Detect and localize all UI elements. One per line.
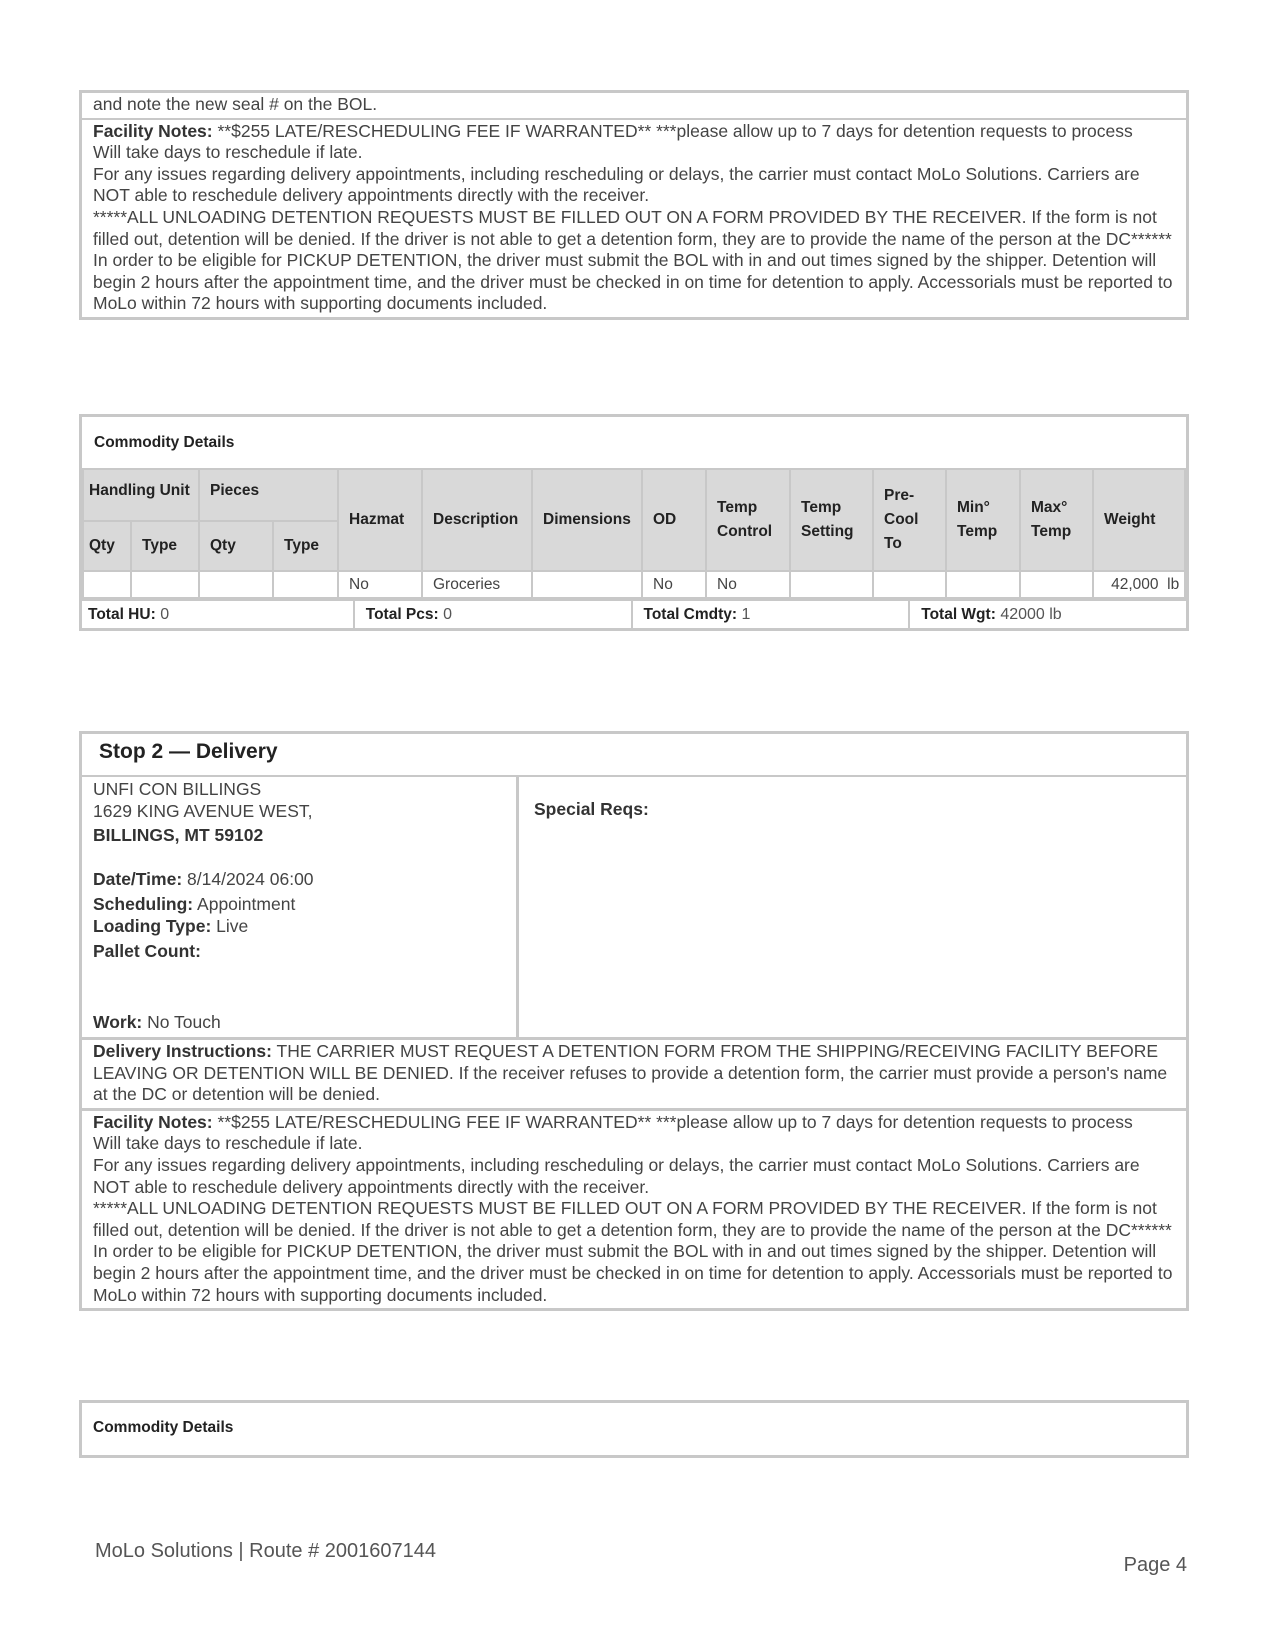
- stop2-details: [82, 775, 1186, 1037]
- total-wgt-value: 42000 lb: [1000, 606, 1062, 623]
- facility-notes-line: Will take days to reschedule if late.: [93, 1133, 363, 1154]
- facility-notes-line: For any issues regarding delivery appointments, including rescheduling or delays, the carrier must contact MoLo Solutions. Carriers are NOT able to reschedule delivery appointments directly with the receiver.: [93, 1154, 1140, 1197]
- header-pieces: Pieces: [199, 469, 338, 521]
- pallet-count-label: Pallet Count:: [93, 940, 201, 961]
- header-hu-type: Type: [131, 521, 199, 571]
- stop2-facility-name: UNFI CON BILLINGS: [93, 779, 262, 799]
- header-dimensions: Dimensions: [532, 469, 642, 571]
- header-hu-qty: Qty: [83, 521, 131, 571]
- commodity-table: [82, 417, 1186, 599]
- stop2-city: BILLINGS, MT 59102: [93, 825, 264, 846]
- header-weight: Weight: [1093, 469, 1185, 571]
- continuation-text: and note the new seal # on the BOL.: [93, 94, 378, 114]
- stop2-facility-notes: [82, 1108, 1186, 1308]
- stop2-street: 1629 KING AVENUE WEST,: [93, 800, 313, 821]
- total-pcs-label: Total Pcs:: [365, 606, 439, 623]
- header-hazmat: Hazmat: [338, 469, 422, 571]
- loading-type-label: Loading Type:: [93, 915, 212, 936]
- total-cmdty-label: Total Cmdty:: [643, 606, 738, 623]
- stop2-address-column: [82, 777, 519, 1037]
- stop2-block: [79, 731, 1189, 1311]
- loading-type-value: Live: [216, 915, 249, 936]
- header-od: OD: [642, 469, 706, 571]
- work-label: Work:: [93, 1012, 143, 1033]
- cell-dimensions: [532, 571, 642, 598]
- cell-hu-type: [131, 571, 199, 598]
- facility-notes-line: For any issues regarding delivery appointments, including rescheduling or delays, the carrier must contact MoLo Solutions. Carriers are NOT able to reschedule delivery appointments directly with the receiver.: [93, 163, 1140, 206]
- cell-pcs-type: [273, 571, 338, 598]
- facility-notes-line: In order to be eligible for PICKUP DETENTION, the driver must submit the BOL with in and out times signed by the shipper. Detention will begin 2 hours after the appointment time, and the driver must be checked in on time for detention to apply. Accessorials must be reported to MoLo within 72 hours with supporting documents included.: [93, 250, 1173, 314]
- total-hu-value: 0: [160, 606, 170, 623]
- special-reqs-label: Special Reqs:: [534, 799, 649, 819]
- commodity-totals: [82, 599, 1186, 628]
- header-min-temp: Min° Temp: [946, 469, 1020, 571]
- facility-notes-label: Facility Notes:: [93, 120, 213, 141]
- facility-notes: [82, 118, 1186, 317]
- header-pcs-type: Type: [273, 521, 338, 571]
- cell-od: No: [642, 571, 706, 598]
- commodity-title: Commodity Details: [93, 1419, 234, 1436]
- facility-notes-line: **$255 LATE/RESCHEDULING FEE IF WARRANTED** ***please allow up to 7 days for detention requests to process: [212, 1111, 1133, 1132]
- cell-temp-control: No: [706, 571, 790, 598]
- total-wgt: [908, 601, 1186, 628]
- stop2-work: [93, 1012, 221, 1034]
- facility-notes-line: In order to be eligible for PICKUP DETENTION, the driver must submit the BOL with in and out times signed by the shipper. Detention will begin 2 hours after the appointment time, and the driver must be checked in on time for detention to apply. Accessorials must be reported to MoLo within 72 hours with supporting documents included.: [93, 1241, 1173, 1305]
- total-cmdty-value: 1: [741, 606, 751, 623]
- total-hu: [82, 601, 353, 628]
- cell-pcs-qty: [199, 571, 273, 598]
- footer-route: MoLo Solutions | Route # 2001607144: [95, 1540, 437, 1562]
- header-handling-unit: Handling Unit: [83, 469, 199, 521]
- header-description: Description: [422, 469, 532, 571]
- facility-notes-line: *****ALL UNLOADING DETENTION REQUESTS MUST BE FILLED OUT ON A FORM PROVIDED BY THE RECEIVER. If the form is not filled out, detention will be denied. If the driver is not able to get a detention form, they are to provide the name of the person at the DC******: [93, 206, 1172, 249]
- table-row: [83, 571, 1185, 598]
- cell-temp-setting: [790, 571, 873, 598]
- stop2-special-reqs: [519, 777, 1186, 1037]
- total-cmdty: [631, 601, 909, 628]
- header-temp-setting: Temp Setting: [790, 469, 873, 571]
- delivery-instructions-text: THE CARRIER MUST REQUEST A DETENTION FORM FROM THE SHIPPING/RECEIVING FACILITY BEFORE LEAVING OR DETENTION WILL BE DENIED. If the receiver refuses to provide a detention form, the carrier must provide a person's name at the DC or detention will be denied.: [93, 1041, 1168, 1105]
- facility-notes-label: Facility Notes:: [93, 1111, 213, 1132]
- header-max-temp: Max° Temp: [1020, 469, 1093, 571]
- total-pcs: [353, 601, 631, 628]
- commodity-details-1: [79, 414, 1189, 631]
- stop2-title: Stop 2 — Delivery: [99, 740, 278, 763]
- footer-page-number: Page 4: [1123, 1554, 1187, 1576]
- cell-hazmat: No: [338, 571, 422, 598]
- scheduling-label: Scheduling:: [93, 894, 194, 915]
- commodity-details-2: [79, 1400, 1189, 1458]
- stop1-notes-block: [79, 90, 1189, 320]
- total-hu-label: Total HU:: [88, 606, 156, 623]
- datetime-label: Date/Time:: [93, 868, 183, 889]
- header-pcs-qty: Qty: [199, 521, 273, 571]
- cell-hu-qty: [83, 571, 131, 598]
- facility-notes-line: Will take days to reschedule if late.: [93, 142, 363, 163]
- datetime-value: 8/14/2024 06:00: [187, 868, 314, 889]
- work-value: No Touch: [147, 1012, 221, 1033]
- cell-min-temp: [946, 571, 1020, 598]
- cell-pre-cool-to: [873, 571, 946, 598]
- header-temp-control: Temp Control: [706, 469, 790, 571]
- cell-max-temp: [1020, 571, 1093, 598]
- facility-notes-line: *****ALL UNLOADING DETENTION REQUESTS MUST BE FILLED OUT ON A FORM PROVIDED BY THE RECEIVER. If the form is not filled out, detention will be denied. If the driver is not able to get a detention form, they are to provide the name of the person at the DC******: [93, 1198, 1172, 1240]
- commodity-title: Commodity Details: [83, 417, 1185, 469]
- facility-notes-line: **$255 LATE/RESCHEDULING FEE IF WARRANTED** ***please allow up to 7 days for detention requests to process: [212, 120, 1133, 141]
- cell-weight: 42,000 lb: [1093, 571, 1185, 598]
- stop2-scheduling: [93, 894, 505, 916]
- delivery-instructions-label: Delivery Instructions:: [93, 1041, 272, 1061]
- total-pcs-value: 0: [443, 606, 453, 623]
- scheduling-value: Appointment: [197, 894, 296, 915]
- delivery-instructions: [82, 1037, 1186, 1108]
- stop2-datetime: [93, 869, 505, 891]
- cell-description: Groceries: [422, 571, 532, 598]
- stop2-loading-type: [93, 916, 505, 938]
- total-wgt-label: Total Wgt:: [921, 606, 996, 623]
- header-pre-cool-to: Pre-Cool To: [873, 469, 946, 571]
- stop2-pallet-count: [93, 941, 505, 963]
